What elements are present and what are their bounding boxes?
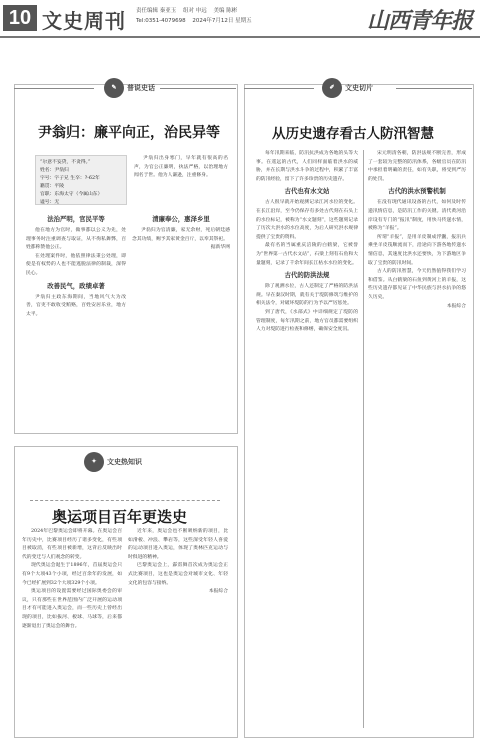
paragraph: 奥运项目的设置需要经过国际奥委会的审议，只有那些在世界范围内广泛开展的运动项目才有可能进入奥运会，而一些历史上曾经出现的项目，比如拔河、板球、马球等，后来都逐渐退出了奥运会的舞台。 [22,589,122,629]
paragraph: 巴黎奥运会上，霹雳舞首次成为奥运会正式比赛项目，这也是奥运会对城市文化、年轻文化的包容与接纳。 [128,563,228,586]
editor-item: 组对 申远 [183,8,207,14]
headline-olympics: 奥运项目百年更迭史 [52,509,188,526]
paragraph: 最有名的当属重庆涪陵的白鹤梁，它被誉为“世界第一古代水文站”，石梁上刻有石鱼和大量题刻，记录了千余年间长江枯水水位的变化。 [256,243,358,266]
column-label-history: ✎ 普说史话 [104,78,155,98]
profile-row: 谥号：无 [40,200,60,205]
torch-icon: ✦ [84,452,104,472]
subheading: 清廉奉公，惠泽乡里 [152,216,210,223]
newspaper-logo: 山西青年报 [366,8,472,34]
editor-item: 美编 陈彬 [213,8,238,14]
credit: 本报综合 [446,303,466,309]
book-icon: ✐ [322,78,342,98]
credit: 据新华网 [210,245,230,251]
editor-meta [136,6,242,14]
headline-yin: 尹翁归：廉平向正，治民异等 [38,124,220,140]
profile-row: 字号：字子兄 生卒：?-62年 [40,176,100,181]
paragraph: 到了唐代，《水部式》中详细规定了堤防的管理制度，每年汛期之前，地方官员都需要组织人力对堤防进行检查和修缮，确保安全度汛。 [256,309,358,333]
paragraph: 近年来，奥运会也不断吸纳新的项目，比如滑板、冲浪、攀岩等，这些深受年轻人喜爱的运动项目进入奥运，体现了奥林匹克运动与时俱进的精神。 [128,529,228,560]
profile-row: 籍贯：平陵 [40,184,64,189]
profile-row: 姓名：尹翁归 [40,168,69,173]
paragraph: 宋元明清各朝，防洪法规不断完善，形成了一套较为完整的防汛体系，各级官员在防汛中承担着明确的责任，如有失职，将受到严厉的处罚。 [368,151,466,182]
left-bottom-col-1 [22,528,122,728]
label-rule-right [160,88,236,89]
scroll-icon: ✎ [104,78,124,98]
label-rule-left [14,88,94,89]
paragraph: 尹翁归为官清廉，家无余财，死后朝廷感念其功绩，赐予其家黄金百斤，以奉其祭祀。 [132,228,230,242]
divider [30,500,220,501]
paragraph: 在没有现代通讯设备的古代，如何及时传递汛情信息，是防汛工作的关键。清代黄河沿岸设有专门的“报汛”制度，用快马传递水情，被称为“羊报”。 [368,200,466,232]
column-label-knowledge: ✦ 文史热知识 [84,452,142,472]
page-number: 10 [3,5,37,31]
profile-row: 官职：东海太守（今属山东） [40,192,103,197]
paragraph: 现代奥运会诞生于1896年，首届奥运会只有9个大项43个小项，经过百余年的发展，如今已经扩展到32个大项329个小项。 [22,563,122,586]
subheading: 古代的洪水预警机制 [388,188,446,196]
paragraph: 每年汛期来临，防汛抗洪成为各地的头等大事。在遥远的古代，人们同样面临着洪水的威胁，并在长期与洪水斗争的过程中，积累了丰富的防汛经验，留下了许多珍贵的历史遗存。 [256,151,358,182]
paragraph: 古人的防汛智慧，今天仍然值得我们学习和借鉴。从白鹤梁的石鱼到黄河上的羊报，这些历史遗存都见证了中华民族与洪水抗争的悠久历史。 [368,269,466,300]
issue-date: 2024年7月12日 星期五 [192,18,252,24]
subheading: 古代的防洪法规 [284,272,330,280]
intro-text [134,155,228,207]
section-title: 文史周刊 [42,9,126,33]
paragraph: 古人很早就开始观测记录江河水位的变化。在长江沿岸，至今仍保存有多处古代刻在石头上的水位标记，被称为“水文题刻”，这些题刻记录了历次大洪水的水位高度，为后人研究洪水规律提供了宝贵的资料。 [256,200,358,240]
right-col-2 [368,150,466,728]
masthead [0,0,480,38]
paragraph: 尹翁归主政东海期间，当地风气大为改善，官吏不敢收受贿赂，百姓安居乐业，地方太平。 [26,294,126,317]
credit: 本报综合 [208,589,228,595]
column-divider [363,150,364,728]
column-label-slice: ✐ 文史切片 [322,78,373,98]
headline-flood: 从历史遗存看古人防汛智慧 [272,126,434,141]
left-bottom-col-2 [128,528,228,728]
label-rule-right [396,88,472,89]
subheading: 改善民气，政绩卓著 [47,282,105,290]
paragraph: 在处理案件时，他依照律法秉公处理，即使是有权势的人也不能逃脱法律的制裁，深得民心。 [26,253,126,276]
left-top-col-1 [26,212,126,420]
paragraph: 所谓“羊报”，是用羊皮制成浮囊，报汛兵乘坐羊皮筏顺流而下，沿途向下游各地传递水情信息，其速度比洪水还要快，为下游地区争取了宝贵的防汛时间。 [368,234,466,266]
label-rule-left [244,88,314,89]
subheading: 法治严明，官民平等 [47,216,105,223]
phone-number: Tel:0351-4079698 [136,18,186,24]
left-top-col-2 [132,212,230,420]
paragraph: 他在地方为官时，做事都以公义为先，处理事务时注重调查与取证，从不徇私舞弊，百姓都称赞他公正。 [26,228,126,251]
editor-item: 责任编辑 秦亚玉 [136,8,177,14]
paragraph: 尹翁归出身寒门，早年就有很高的名声，为官公正廉明，执法严格，以治理地方闻名于世。他为人谦逊，注重修身。 [134,156,228,179]
right-col-1 [256,150,358,728]
subheading: 古代也有水文站 [284,188,330,196]
profile-row: “尔意不妄贷，不贪得。” [40,160,91,165]
paragraph: 除了观测水位，古人还制定了严格的防洪法规。早在秦汉时期，就有关于堤防修筑与维护的相关法令，对破坏堤防的行为予以严厉惩处。 [256,284,358,307]
paragraph: 2024年巴黎奥运会即将开幕。在奥运会百年历史中，比赛项目经历了诸多变化，有些项目被取消，有些项目被新增，这背后反映出时代的变迁与人们观念的转变。 [22,529,122,560]
profile-card [35,155,127,205]
date-meta [136,16,257,24]
